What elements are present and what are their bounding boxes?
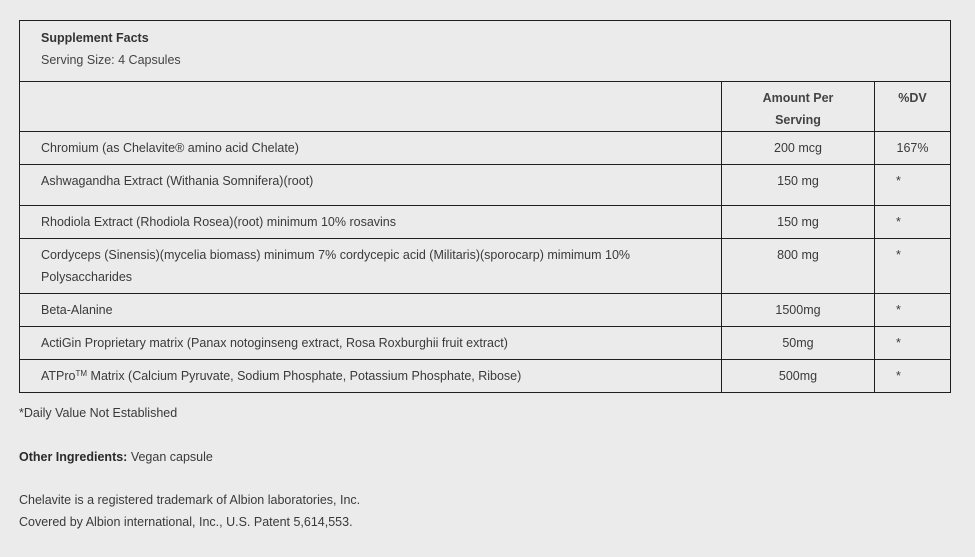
trademark-note-line2: Covered by Albion international, Inc., U.S. Patent 5,614,553. [19,515,353,529]
panel-title: Supplement Facts [41,31,149,45]
ingredient-amount: 1500mg [722,294,875,327]
ingredient-amount: 150 mg [722,206,875,239]
ingredient-dv: * [875,239,951,294]
ingredient-dv: * [875,206,951,239]
column-header-dv: %DV [875,82,951,132]
ingredient-name: Rhodiola Extract (Rhodiola Rosea)(root) minimum 10% rosavins [20,206,722,239]
table-row [20,165,951,206]
column-header-row [20,82,951,132]
column-header-amount [722,82,875,132]
ingredient-dv: 167% [875,132,951,165]
ingredient-name [20,360,722,393]
other-ingredients-value: Vegan capsule [127,450,213,464]
ingredient-amount: 500mg [722,360,875,393]
ingredient-dv: * [875,294,951,327]
serving-size: Serving Size: 4 Capsules [41,53,181,67]
column-header-amount-line1: Amount Per [762,91,834,105]
table-row [20,132,951,165]
ingredient-amount: 200 mcg [722,132,875,165]
table-row [20,294,951,327]
ingredient-name: Ashwagandha Extract (Withania Somnifera)(root) [20,165,722,206]
ingredient-name: Chromium (as Chelavite® amino acid Chelate) [20,132,722,165]
ingredient-name: Cordyceps (Sinensis)(mycelia biomass) minimum 7% cordycepic acid (Militaris)(sporocarp) mimimum 10% Polysaccharides [20,239,722,294]
ingredient-dv: * [875,360,951,393]
ingredient-amount: 50mg [722,327,875,360]
table-row [20,206,951,239]
table-row [20,327,951,360]
trademark-note-line1: Chelavite is a registered trademark of Albion laboratories, Inc. [19,493,361,507]
other-ingredients-label: Other Ingredients: [19,450,128,464]
other-ingredients [19,450,213,464]
ingredient-name-prefix: ATPro [41,369,76,383]
daily-value-note: *Daily Value Not Established [19,406,178,420]
supplement-facts-panel [19,20,950,393]
ingredient-name: Beta-Alanine [20,294,722,327]
trademark-superscript: TM [75,369,88,378]
column-header-blank [20,82,722,132]
supplement-facts-table [19,20,951,393]
ingredient-name: ActiGin Proprietary matrix (Panax notoginseng extract, Rosa Roxburghii fruit extract) [20,327,722,360]
panel-header-row [20,21,951,82]
ingredient-amount: 800 mg [722,239,875,294]
ingredient-dv: * [875,327,951,360]
table-row [20,239,951,294]
column-header-amount-line2: Serving [775,113,821,127]
ingredient-name-suffix: Matrix (Calcium Pyruvate, Sodium Phosphate, Potassium Phosphate, Ribose) [87,369,522,383]
ingredient-dv: * [875,165,951,206]
ingredient-amount: 150 mg [722,165,875,206]
panel-header [20,21,951,82]
table-row [20,360,951,393]
